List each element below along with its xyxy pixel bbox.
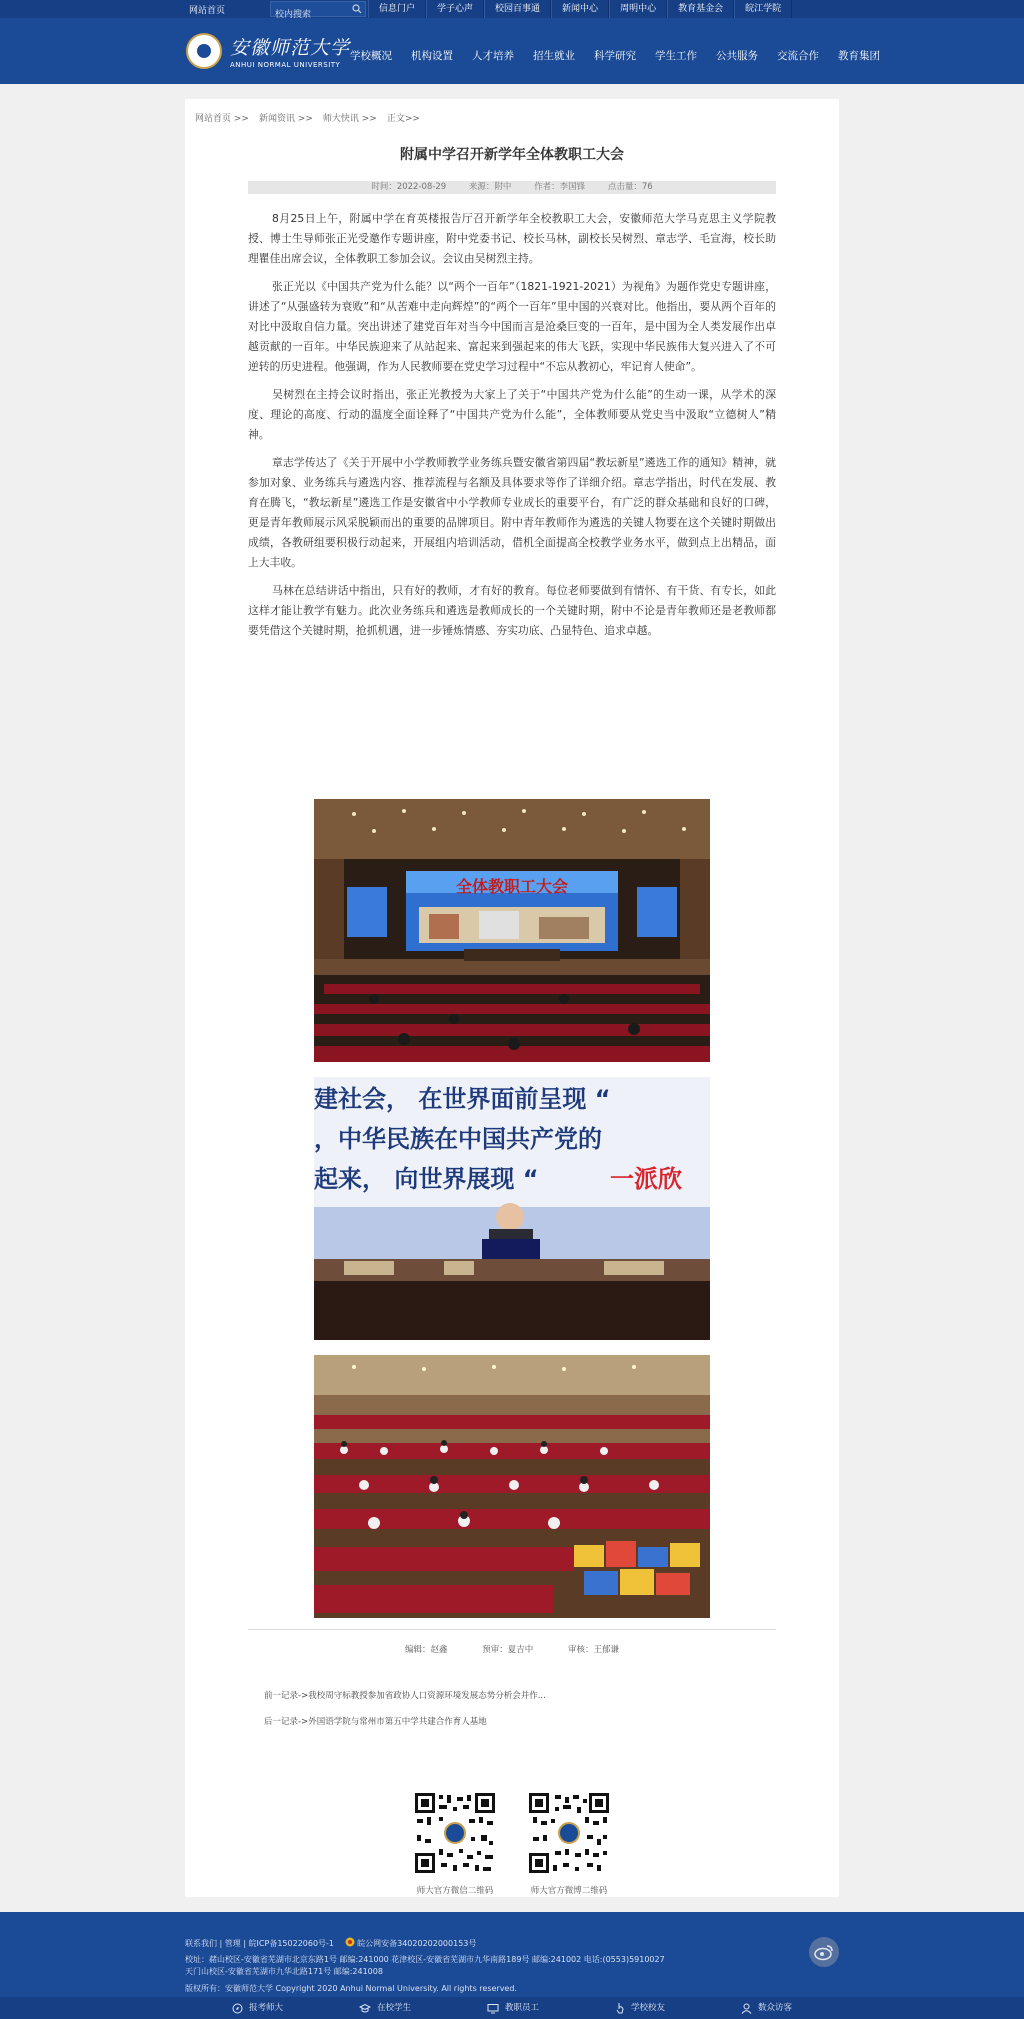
article-body	[248, 209, 776, 649]
footer-copyright: 版权所有：安徽师范大学 Copyright 2020 Anhui Normal University. All rights reserved.	[185, 1984, 517, 1993]
nav-student-affairs[interactable]: 学生工作	[655, 50, 697, 62]
footer-address-2: 天门山校区-安徽省芜湖市九华北路171号 邮编:241008	[185, 1967, 383, 1976]
nav-public-services[interactable]: 公共服务	[716, 50, 758, 62]
quick-links	[368, 0, 792, 18]
banner-text: 全体教职工大会	[455, 877, 569, 896]
breadcrumb-home[interactable]: 网站首页 >>	[195, 114, 249, 124]
paragraph: 吴树烈在主持会议时指出，张正光教授为大家上了关于“中国共产党为什么能”的生动一课，从学术的深度、理论的高度、行动的温度全面诠释了“中国共产党为什么能”，全体教师要从党史当中汲取“立德树人”精神。	[248, 388, 776, 441]
breadcrumb-brief[interactable]: 师大快讯 >>	[322, 114, 377, 124]
paragraph: 章志学传达了《关于开展中小学教师教学业务练兵暨安徽省第四届“教坛新星”遴选工作的通知》精神，就参加对象、业务练兵与遴选内容、推荐流程与名额及具体要求等作了详细介绍。章志学指出，时代在发展、教育在腾飞，“教坛新星”遴选工作是安徽省中小学教师专业成长的重要平台，有广泛的群众基础和良好的口碑，更是青年教师展示风采脱颖而出的重要的品牌项目。附中青年教师作为遴选的关键人物要在这个关键时期做出成绩，各教研组要积极行动起来，开展组内培训活动，借机全面提高全校教学业务水平，做到点上出精品，面上大丰收。	[248, 456, 776, 569]
photo-speaker	[314, 1077, 710, 1340]
screen-highlight: 一派欣	[610, 1165, 682, 1193]
wechat-qr-caption: 师大官方微信二维码	[416, 1886, 494, 1896]
site-header	[0, 18, 1024, 84]
nav-education[interactable]: 人才培养	[472, 50, 514, 62]
police-badge-icon	[345, 1939, 358, 1948]
prev-next-records	[264, 1689, 546, 1741]
footer-nav-visitors[interactable]: 数众访客	[741, 1997, 792, 2019]
nav-about[interactable]: 学校概况	[350, 50, 392, 62]
footer-quick-nav	[0, 1997, 1024, 2019]
breadcrumb-current: 正文>>	[386, 114, 420, 124]
top-utility-bar	[0, 0, 1024, 18]
screen-line-2: ，中华民族在中国共产党的	[314, 1125, 602, 1153]
nav-organization[interactable]: 机构设置	[411, 50, 453, 62]
site-footer	[0, 1912, 1024, 2019]
credit-editor: 编辑：赵鑫	[405, 1645, 448, 1655]
user-icon	[741, 2003, 752, 2014]
quick-link-campus-guide[interactable]: 校园百事通	[484, 0, 551, 18]
compass-icon	[232, 2003, 243, 2014]
photo-auditorium-stage	[314, 799, 710, 1062]
paragraph: 8月25日上午，附属中学在育英楼报告厅召开新学年全校教职工大会，安徽师范大学马克思主义学院教授、博士生导师张正光受邀作专题讲座，附中党委书记、校长马林，副校长吴树烈、章志学、毛宣海，校长助理瞿佳出席会议，全体教职工参加会议。会议由吴树烈主持。	[248, 212, 776, 265]
article-title: 附属中学召开新学年全体教职工大会	[400, 147, 624, 163]
next-record-link[interactable]: 后一记录->外国语学院与常州市第五中学共建合作育人基地	[264, 1717, 487, 1727]
footer-links	[185, 1937, 476, 1949]
home-link[interactable]: 网站首页	[189, 6, 226, 16]
university-seal-icon	[186, 33, 222, 69]
university-logo[interactable]	[186, 33, 350, 69]
nav-education-group[interactable]: 教育集团	[838, 50, 880, 62]
wechat-qr-code	[413, 1791, 497, 1875]
previous-record-link[interactable]: 前一记录->我校周守标教授参加省政协人口资源环境发展态势分析会并作...	[264, 1691, 546, 1701]
meta-source: 来源：附中	[468, 182, 512, 192]
footer-nav-applicants[interactable]: 报考师大	[232, 1997, 283, 2019]
logo-english-name: ANHUI NORMAL UNIVERSITY	[230, 61, 341, 69]
article-meta	[248, 181, 776, 194]
mortarboard-icon	[359, 2003, 371, 2014]
main-nav	[350, 48, 899, 63]
screen-line-1: 建社会， 在世界面前呈现 “	[314, 1085, 611, 1113]
quick-link-center[interactable]: 周明中心	[609, 0, 667, 18]
credit-audit: 审核：王郁谦	[567, 1645, 619, 1655]
quick-link-students[interactable]: 学子心声	[426, 0, 484, 18]
weibo-qr-code	[527, 1791, 611, 1875]
meta-author: 作者：李国锋	[534, 182, 586, 192]
monitor-icon	[487, 2003, 499, 2014]
breadcrumb-news[interactable]: 新闻资讯 >>	[258, 114, 313, 124]
photo-audience	[314, 1355, 710, 1618]
screen-line-3: 起来， 向世界展现 “	[314, 1165, 539, 1193]
weibo-icon[interactable]	[809, 1937, 839, 1967]
footer-police-record[interactable]: 皖公网安备34020202000153号	[357, 1939, 477, 1948]
footer-nav-students[interactable]: 在校学生	[359, 1997, 411, 2019]
meta-date: 时间：2022-08-29	[371, 182, 447, 192]
footer-nav-staff[interactable]: 教职员工	[487, 1997, 539, 2019]
weibo-qr-block	[527, 1791, 611, 1896]
hand-pointer-icon	[615, 2002, 625, 2014]
site-search	[270, 1, 366, 17]
weibo-qr-caption: 师大官方微博二维码	[530, 1886, 608, 1896]
breadcrumb	[195, 111, 430, 124]
divider	[248, 1629, 776, 1630]
quick-link-foundation[interactable]: 教育基金会	[667, 0, 734, 18]
nav-cooperation[interactable]: 交流合作	[777, 50, 819, 62]
quick-link-portal[interactable]: 信息门户	[368, 0, 426, 18]
paragraph: 张正光以《中国共产党为什么能？以“两个一百年”（1821-1921-2021）为视角》为题作党史专题讲座，讲述了“从强盛转为衰败”和“从苦难中走向辉煌”的“两个一百年”里中国的兴衰对比。他指出，要从两个百年的对比中汲取自信力量。突出讲述了建党百年对当今中国而言是沧桑巨变的一百年，是中国为全人类发展作出卓越贡献的一百年。中华民族迎来了从站起来、富起来到强起来的伟大飞跃，实现中华民族伟大复兴进入了不可逆转的历史进程。他强调，作为人民教师要在党史学习过程中“不忘从教初心，牢记育人使命”。	[248, 280, 776, 373]
quick-link-news[interactable]: 新闻中心	[551, 0, 609, 18]
credit-review: 预审：夏吉中	[482, 1645, 534, 1655]
footer-contact-line[interactable]: 联系我们 | 管理 | 皖ICP备15022060号-1	[185, 1939, 335, 1948]
footer-nav-alumni[interactable]: 学校校友	[615, 1997, 665, 2019]
quick-link-wanjiang[interactable]: 皖江学院	[734, 0, 792, 18]
wechat-qr-block	[413, 1791, 497, 1896]
article-panel	[185, 99, 839, 1897]
logo-chinese-name: 安徽师范大学	[230, 37, 351, 59]
article-credits	[185, 1643, 839, 1655]
footer-address-1: 校址：赭山校区-安徽省芜湖市北京东路1号 邮编:241000 花津校区-安徽省芜湖市九华南路189号 邮编:241002 电话:(0553)5910027	[185, 1955, 665, 1964]
nav-research[interactable]: 科学研究	[594, 50, 636, 62]
nav-admissions[interactable]: 招生就业	[533, 50, 575, 62]
meta-views: 点击量：76	[607, 182, 653, 192]
paragraph: 马林在总结讲话中指出，只有好的教师，才有好的教育。每位老师要做到有情怀、有干货、有专长，如此这样才能让教学有魅力。此次业务练兵和遴选是教师成长的一个关键时期，附中不论是青年教师还是老教师都要凭借这个关键时期，抢抓机遇，进一步锤炼情感、夯实功底、凸显特色、追求卓越。	[248, 584, 776, 637]
search-icon[interactable]	[352, 4, 362, 14]
